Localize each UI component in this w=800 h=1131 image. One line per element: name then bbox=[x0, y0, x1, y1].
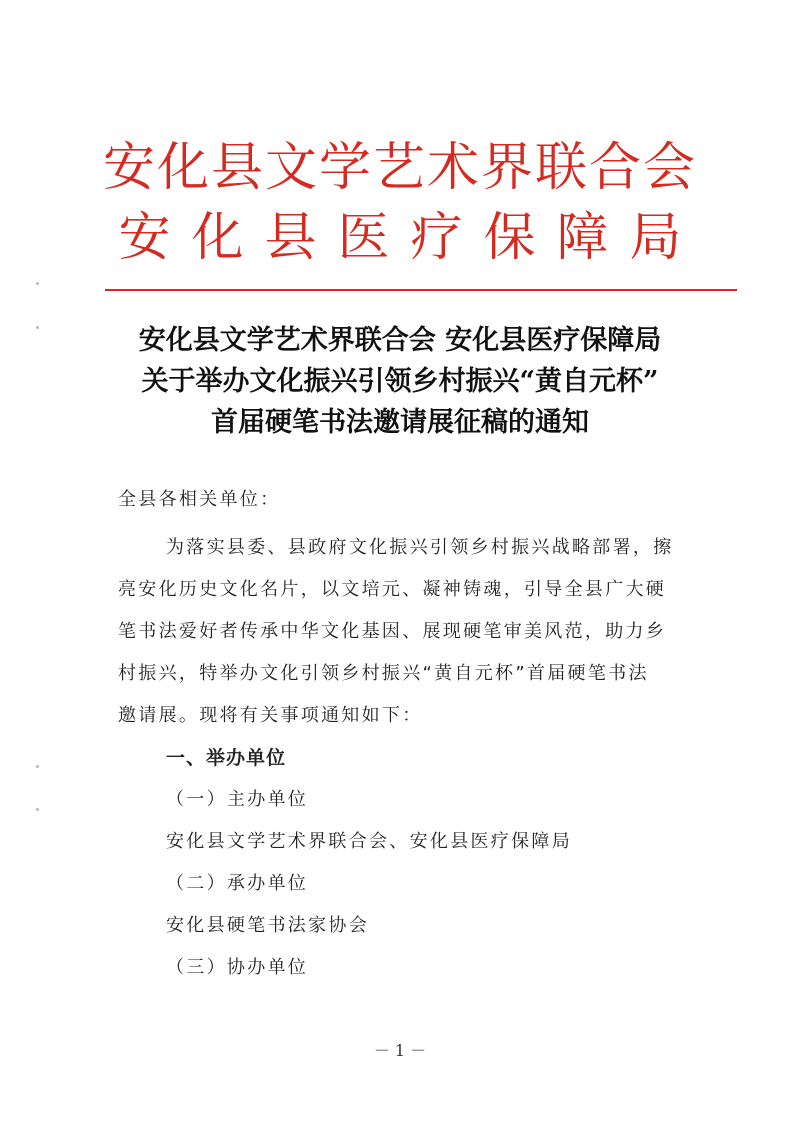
intro-line-5: 邀请展。现将有关事项通知如下： bbox=[118, 705, 423, 726]
scan-mark bbox=[36, 282, 39, 285]
document-title-line-2: 关于举办文化振兴引领乡村振兴“黄自元杯” bbox=[141, 366, 659, 397]
intro-line-4: 村振兴，特举办文化引领乡村振兴“黄自元杯”首届硬笔书法 bbox=[118, 663, 649, 684]
letterhead-org-1: 安化县文学艺术界联合会 bbox=[102, 138, 697, 198]
page-number: － 1 － bbox=[373, 1041, 427, 1060]
sub-1-heading: （一）主办单位 bbox=[166, 789, 309, 810]
scan-mark bbox=[36, 808, 39, 811]
sub-2-heading: （二）承办单位 bbox=[166, 873, 309, 894]
section-1-heading: 一、举办单位 bbox=[166, 747, 287, 769]
intro-line-2: 亮安化历史文化名片，以文培元、凝神铸魂，引导全县广大硬 bbox=[118, 579, 667, 600]
letterhead-org-2: 安化县医疗保障局 bbox=[118, 208, 703, 268]
intro-line-3: 笔书法爱好者传承中华文化基因、展现硬笔审美风范，助力乡 bbox=[118, 621, 667, 642]
sub-2-content: 安化县硬笔书法家协会 bbox=[166, 915, 369, 936]
document-title-line-1: 安化县文学艺术界联合会 安化县医疗保障局 bbox=[138, 325, 662, 356]
salutation: 全县各相关单位： bbox=[118, 489, 281, 510]
scan-mark bbox=[36, 326, 39, 329]
scan-mark bbox=[36, 765, 39, 768]
sub-3-heading: （三）协办单位 bbox=[166, 957, 309, 978]
sub-1-content: 安化县文学艺术界联合会、安化县医疗保障局 bbox=[166, 831, 572, 852]
document-title-line-3: 首届硬笔书法邀请展征稿的通知 bbox=[211, 407, 589, 438]
intro-line-1: 为落实县委、县政府文化振兴引领乡村振兴战略部署，擦 bbox=[166, 537, 674, 558]
letterhead-divider bbox=[105, 289, 737, 291]
